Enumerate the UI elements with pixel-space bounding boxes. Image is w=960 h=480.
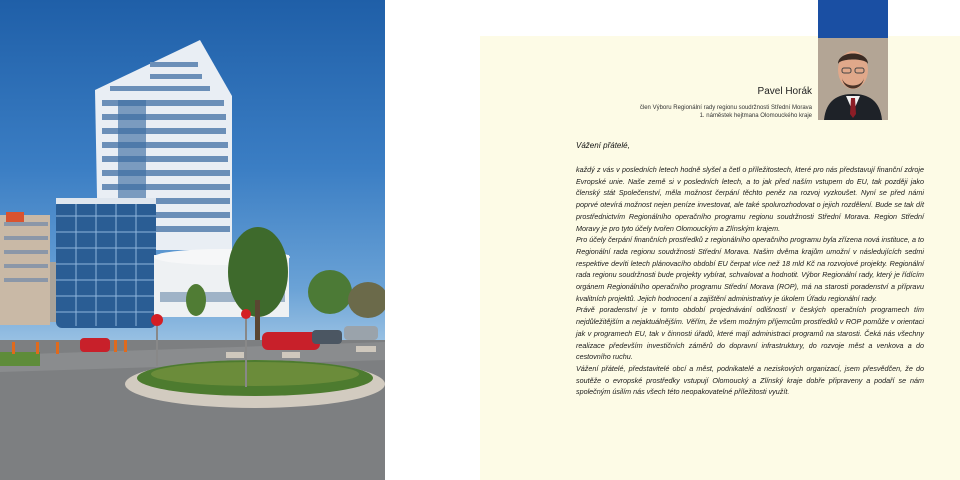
author-name: Pavel Horák — [757, 86, 812, 97]
author-portrait-illustration — [818, 38, 888, 120]
letter-paragraph-4: Vážení přátelé, představitelé obcí a měst, podnikatelé a neziskových organizací, jsem přesvědčen, že do soutěže o evropské prostředky vstupují Olomoucký a Zlínský kraje dobře připraveny a podaří se nám společným úsilím nás všech této neopakovatelné příležitosti využít. — [576, 363, 924, 397]
letter-paragraph-1: každý z vás v posledních letech hodně slyšel a četl o příležitostech, které pro nás představují finanční zdroje Evropské unie. Naše země si v posledních letech, a to jak před naším vstupem do EU, tak později jako členský stát Společenství, měla možnost čerpání těchto peněz na rozvoj vyzkoušet. Nyní se před námi poprvé otevírá možnost nejen peníze investovat, ale také spolurozhodovat o jejich rozdělení. Bude se tak dít prostřednictvím Regionálního operačního programu regionu soudržnosti Střední Morava. Region Střední Moravy je pro tyto účely tvořen Olomouckým a Zlínským krajem. — [576, 165, 924, 233]
accent-color-tab — [818, 0, 888, 38]
letter-paragraph-2: Pro účely čerpání finančních prostředků z regionálního operačního programu byla zřízena nová instituce, a to Regionální rada regionu soudržnosti Střední Morava. Našim dvěma krajům umožní v následujících sedmi respektive devíti letech plánovacího období EU čerpat více než 18 mld Kč na rozvojové projekty. Regionální rada regionu soudržnosti bude projekty vybírat, schvalovat a hodnotit. Výbor Regionální rady, který je řídícím orgánem Regionálního operačního programu Střední Morava (ROP), má na starosti poradenství a přípravu kvalitních projektů. Jejich hodnocení a zajištění administrativy je úkolem Úřadu regionální rady. — [576, 235, 924, 303]
author-role — [640, 104, 812, 120]
author-portrait-photo — [818, 38, 888, 120]
letter-body — [576, 164, 924, 398]
letter-salutation: Vážení přátelé, — [576, 141, 630, 150]
author-role-line-1: člen Výboru Regionální rady regionu soudržnosti Střední Morava — [639, 105, 812, 111]
building-photo-illustration — [0, 0, 385, 480]
building-photo — [0, 0, 385, 480]
author-role-line-2: 1. náměstek hejtmana Olomouckého kraje — [699, 113, 812, 119]
letter-paragraph-3: Právě poradenství je v tomto období projednávání odlišností v českých operačních programech tím nejdůležitějším a nejaktuálnějším. Věřím, že všem možným příjemcům prostředků v ROP pomůže v orientaci jak v programech EU, tak v činnosti úřadů, které mají administraci programů na starosti. Čeká nás všechny realizace především investičních záměrů do dopravní infrastruktury, do rozvoje měst a venkova a do cestovního ruchu. — [576, 305, 924, 362]
